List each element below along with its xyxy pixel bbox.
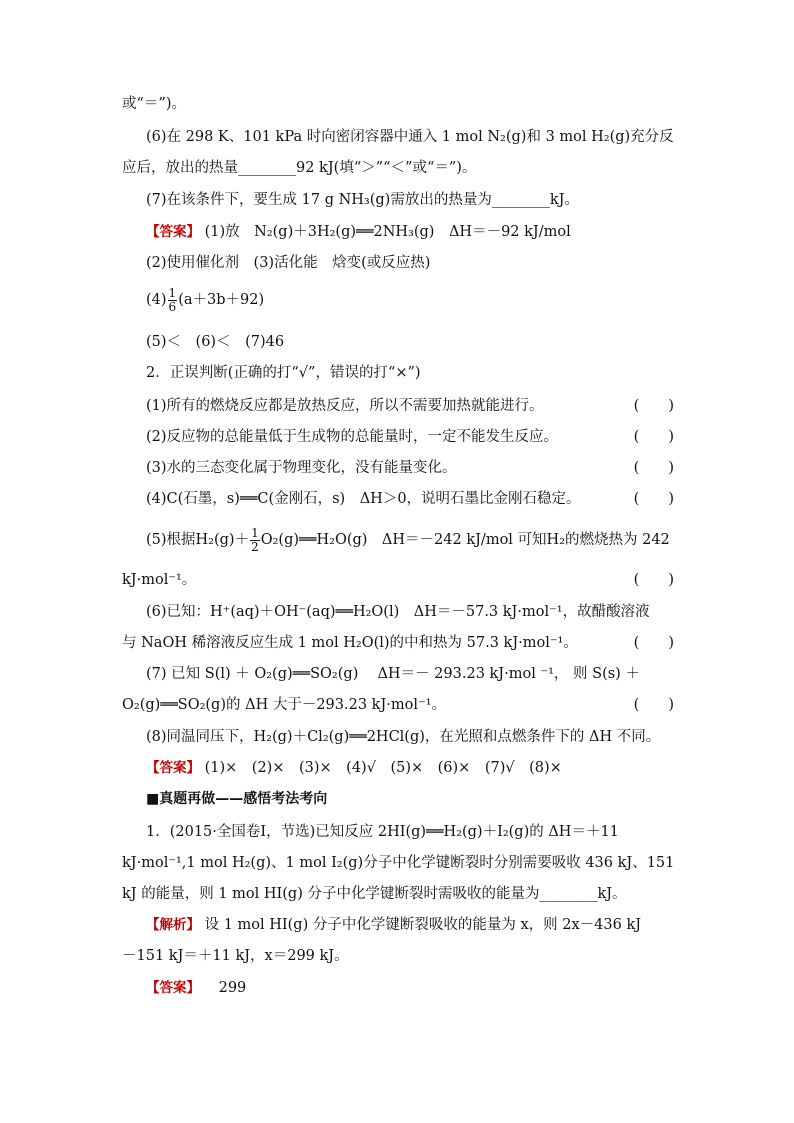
judge-item-4 (146, 488, 674, 510)
answer-blank: ( ) (633, 697, 674, 713)
problem-1-line-1: 1．(2015·全国卷Ⅰ，节选)已知反应 2HI(g)══H₂(g)＋I₂(g)的 ΔH＝＋11 (146, 824, 619, 840)
fraction-numerator: 1 (168, 285, 177, 300)
judge-item-6-line-1: (6)已知：H⁺(aq)＋OH⁻(aq)══H₂O(l) ΔH＝－57.3 kJ·mol⁻¹，故醋酸溶液 (146, 604, 650, 620)
answer-blank: ( ) (633, 635, 674, 651)
fraction (250, 527, 260, 554)
judge-text: (1)所有的燃烧反应都是放热反应，所以不需要加热就能进行。 (146, 398, 544, 414)
judge-text: O₂(g)══SO₂(g)的 ΔH 大于－293.23 kJ·mol⁻¹。 (122, 697, 446, 713)
answer-blank: ( ) (633, 491, 674, 507)
answer-text: 299 (218, 980, 247, 996)
answer-line-1 (146, 221, 674, 243)
fraction (168, 287, 178, 314)
answer-text: (1)放 N₂(g)＋3H₂(g)══2NH₃(g) ΔH＝－92 kJ/mol (204, 224, 571, 240)
judge-text: (2)反应物的总能量低于生成物的总能量时，一定不能发生反应。 (146, 429, 559, 445)
question-6-line-2: 应后，放出的热量________92 kJ(填“＞”“＜”或“＝”)。 (122, 160, 477, 176)
answer-line-3 (146, 282, 674, 318)
answer-3 (146, 977, 674, 999)
judge-text: 与 NaOH 稀溶液反应生成 1 mol H₂O(l)的中和热为 57.3 kJ·mol⁻¹。 (122, 635, 578, 651)
judge-item-5-line-2 (122, 569, 674, 591)
judge-text: O₂(g)══H₂O(g) ΔH＝－242 kJ/mol 可知H₂的燃烧热为 242 (260, 532, 670, 548)
problem-1-line-2: kJ·mol⁻¹,1 mol H₂(g)、1 mol I₂(g)分子中化学键断裂时分别需要吸收 436 kJ、151 (122, 855, 674, 871)
answer-line-4: (5)＜ (6)＜ (7)46 (146, 334, 285, 350)
analysis-label: 【解析】 (146, 917, 200, 933)
answer-2 (146, 757, 674, 779)
answer-blank: ( ) (633, 429, 674, 445)
judge-item-1 (146, 395, 674, 417)
judge-item-6-line-2 (122, 632, 674, 654)
judge-item-8: (8)同温同压下，H₂(g)＋Cl₂(g)══2HCl(g)，在光照和点燃条件下的 ΔH 不同。 (146, 729, 661, 745)
fraction-numerator: 1 (251, 525, 259, 540)
answer-4-prefix: (4) (146, 292, 167, 308)
judge-item-7-line-2 (122, 694, 674, 716)
fraction-denominator: 2 (251, 539, 259, 554)
judge-text: (5)根据H₂(g)＋ (146, 532, 250, 548)
answer-label: 【答案】 (146, 224, 200, 240)
judge-text: kJ·mol⁻¹。 (122, 572, 197, 588)
judge-item-7-line-1: (7) 已知 S(l) ＋ O₂(g)══SO₂(g) ΔH＝－ 293.23 kJ·mol ⁻¹， 则 S(s) ＋ (146, 666, 640, 682)
fraction-denominator: 6 (168, 299, 177, 314)
analysis-text: 设 1 mol HI(g) 分子中化学键断裂吸收的能量为 x，则 2x－436 kJ (204, 917, 642, 933)
question-7: (7)在该条件下，要生成 17 g NH₃(g)需放出的热量为________kJ。 (146, 192, 579, 208)
answer-label: 【答案】 (146, 760, 200, 776)
answer-blank: ( ) (633, 572, 674, 588)
answer-blank: ( ) (633, 460, 674, 476)
analysis-line-2: －151 kJ＝＋11 kJ，x＝299 kJ。 (122, 948, 349, 964)
judge-item-2 (146, 426, 674, 448)
question-6-line-1: (6)在 298 K、101 kPa 时向密闭容器中通入 1 mol N₂(g)和 3 mol H₂(g)充分反 (146, 129, 674, 145)
judge-item-3 (146, 457, 674, 479)
problem-1-line-3: kJ 的能量，则 1 mol HI(g) 分子中化学键断裂时需吸收的能量为________kJ。 (122, 886, 627, 902)
judge-text: (4)C(石墨，s)══C(金刚石，s) ΔH＞0，说明石墨比金刚石稳定。 (146, 491, 581, 507)
answer-blank: ( ) (633, 398, 674, 414)
text-line: 或“＝”)。 (122, 96, 186, 112)
judge-text: (3)水的三态变化属于物理变化，没有能量变化。 (146, 460, 457, 476)
answer-label: 【答案】 (146, 980, 200, 996)
section-2-title: 2．正误判断(正确的打“√”，错误的打“×”) (146, 365, 421, 381)
answer-4-expression: (a＋3b＋92) (178, 292, 265, 308)
section-heading (146, 788, 674, 810)
answer-text: (1)× (2)× (3)× (4)√ (5)× (6)× (7)√ (8)× (204, 760, 562, 776)
answer-line-2: (2)使用催化剂 (3)活化能 焓变(或反应热) (146, 255, 431, 271)
judge-item-5-line-1 (146, 520, 674, 560)
analysis-line-1 (146, 914, 674, 936)
section-title: ■真题再做——感悟考法考向 (146, 791, 328, 807)
